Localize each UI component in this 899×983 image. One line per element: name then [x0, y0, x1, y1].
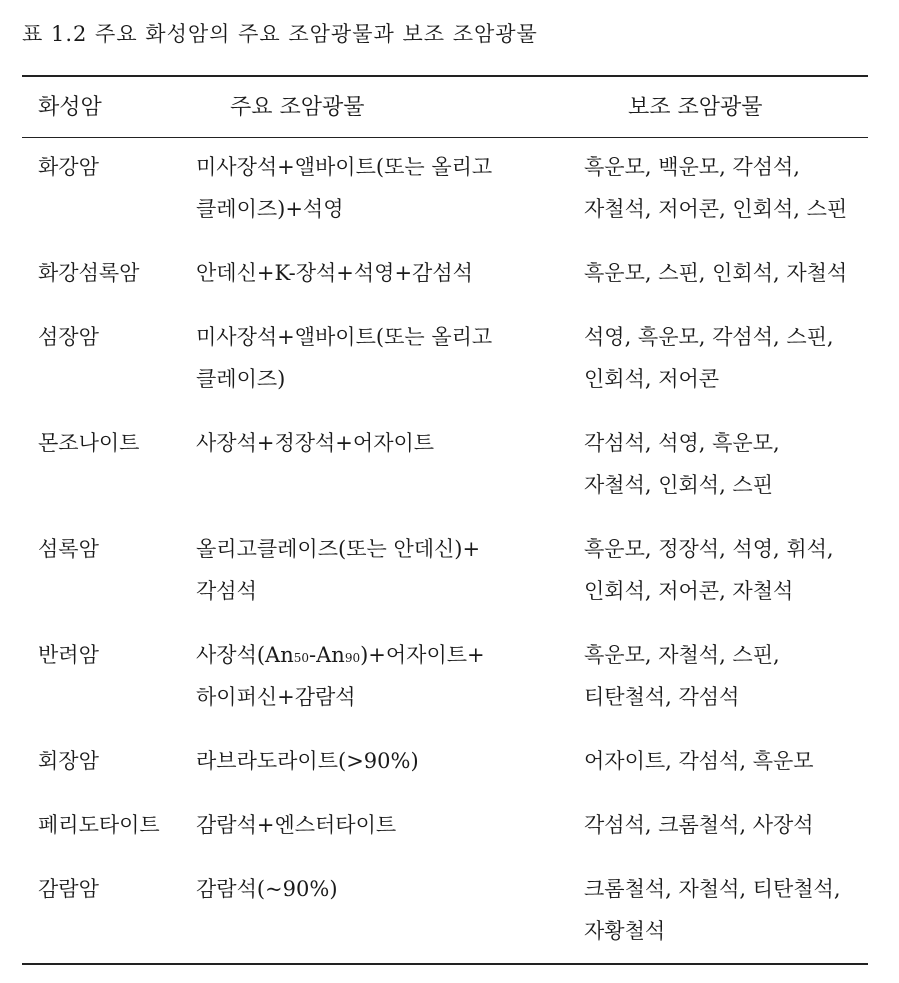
accessory-minerals-line: 인회석, 저어콘, 자철석 — [584, 579, 794, 603]
main-minerals — [196, 528, 480, 612]
header-rock: 화성암 — [38, 95, 102, 120]
accessory-minerals — [584, 804, 814, 846]
header-main-minerals: 주요 조암광물 — [230, 95, 365, 120]
main-minerals-line: 미사장석+앨바이트(또는 올리고 — [196, 155, 493, 179]
main-minerals — [196, 740, 419, 782]
main-minerals-line: 사장석+정장석+어자이트 — [196, 431, 435, 455]
accessory-minerals — [584, 528, 834, 612]
rock-name: 몬조나이트 — [38, 431, 140, 455]
main-minerals — [196, 146, 492, 230]
rock-name: 감람암 — [38, 877, 99, 901]
header-accessory-minerals: 보조 조암광물 — [628, 95, 763, 120]
table-row — [0, 634, 899, 740]
main-text-part: )+어자이트+ — [360, 643, 485, 667]
table-row — [0, 316, 899, 422]
rock-name: 화강암 — [38, 155, 99, 179]
main-text-part: 사장석(An — [196, 643, 294, 667]
accessory-minerals — [584, 316, 834, 400]
rock-name: 페리도타이트 — [38, 813, 160, 837]
table-row — [0, 740, 899, 804]
main-minerals-line: 라브라도라이트(>90%) — [196, 749, 419, 773]
main-minerals — [196, 804, 396, 846]
main-minerals-line: 안데신+K-장석+석영+감섬석 — [196, 261, 473, 285]
main-minerals-line: 하이퍼신+감람석 — [196, 685, 356, 709]
table-top-rule — [22, 75, 868, 77]
anorthite-subscript: 90 — [344, 651, 361, 665]
accessory-minerals-line: 석영, 흑운모, 각섬석, 스핀, — [584, 325, 834, 349]
accessory-minerals-line: 티탄철석, 각섬석 — [584, 685, 740, 709]
accessory-minerals-line: 어자이트, 각섬석, 흑운모 — [584, 749, 814, 773]
accessory-minerals-line: 자철석, 인회석, 스핀 — [584, 473, 773, 497]
rock-name: 회장암 — [38, 749, 99, 773]
main-minerals — [196, 634, 485, 718]
accessory-minerals-line: 각섬석, 석영, 흑운모, — [584, 431, 780, 455]
table-row — [0, 868, 899, 974]
accessory-minerals-line: 흑운모, 자철석, 스핀, — [584, 643, 780, 667]
table-body — [0, 146, 899, 974]
accessory-minerals-line: 자황철석 — [584, 919, 666, 943]
table-caption: 표 1.2 주요 화성암의 주요 조암광물과 보조 조암광물 — [22, 22, 538, 46]
table-row — [0, 146, 899, 252]
main-minerals-line: 클레이즈) — [196, 367, 286, 391]
accessory-minerals-line: 자철석, 저어콘, 인회석, 스핀 — [584, 197, 848, 221]
accessory-minerals — [584, 422, 780, 506]
accessory-minerals-line: 크롬철석, 자철석, 티탄철석, — [584, 877, 841, 901]
main-minerals-line: 감람석+엔스터타이트 — [196, 813, 397, 837]
main-minerals — [196, 422, 434, 464]
main-minerals — [196, 252, 473, 294]
table-row — [0, 252, 899, 316]
main-minerals-line: 클레이즈)+석영 — [196, 197, 344, 221]
rock-name: 섬장암 — [38, 325, 99, 349]
main-minerals — [196, 868, 338, 910]
anorthite-subscript: 50 — [293, 651, 310, 665]
accessory-minerals-line: 각섬석, 크롬철석, 사장석 — [584, 813, 814, 837]
table-row — [0, 422, 899, 528]
table-bottom-rule — [22, 963, 868, 965]
accessory-minerals-line: 흑운모, 스핀, 인회석, 자철석 — [584, 261, 848, 285]
rock-name: 반려암 — [38, 643, 99, 667]
accessory-minerals — [584, 634, 780, 718]
table-row — [0, 804, 899, 868]
rock-name: 화강섬록암 — [38, 261, 140, 285]
main-minerals — [196, 316, 492, 400]
accessory-minerals-line: 흑운모, 정장석, 석영, 휘석, — [584, 537, 834, 561]
main-minerals-line: 올리고클레이즈(또는 안데신)+ — [196, 537, 481, 561]
accessory-minerals — [584, 868, 841, 952]
table-header-rule — [22, 137, 868, 138]
accessory-minerals-line: 흑운모, 백운모, 각섬석, — [584, 155, 800, 179]
table-row — [0, 528, 899, 634]
accessory-minerals — [584, 740, 814, 782]
main-minerals-line: 감람석(~90%) — [196, 877, 338, 901]
main-text-part: -An — [309, 643, 345, 667]
rock-name: 섬록암 — [38, 537, 99, 561]
main-minerals-line: 미사장석+앨바이트(또는 올리고 — [196, 325, 493, 349]
main-minerals-line: 각섬석 — [196, 579, 257, 603]
accessory-minerals — [584, 252, 847, 294]
accessory-minerals-line: 인회석, 저어콘 — [584, 367, 720, 391]
main-minerals-line — [196, 634, 485, 676]
accessory-minerals — [584, 146, 847, 230]
